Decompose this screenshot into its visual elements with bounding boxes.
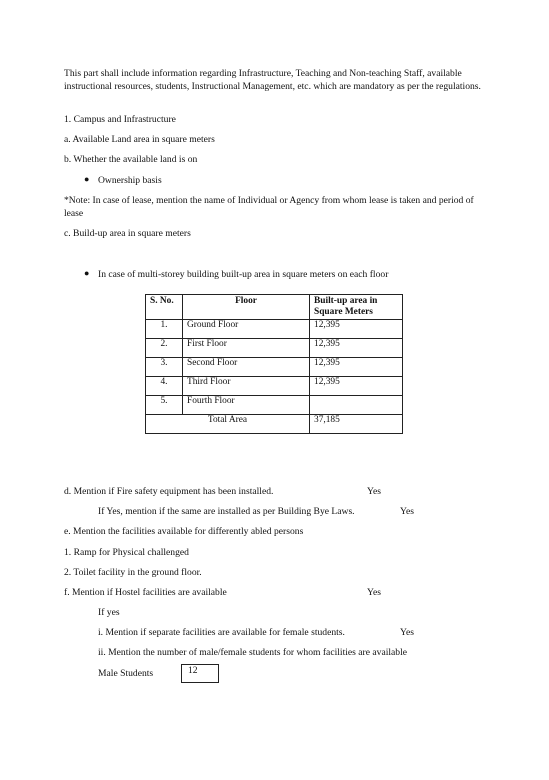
- facility-ramp: 1. Ramp for Physical challenged: [64, 547, 189, 558]
- item-a-land-area: a. Available Land area in square meters: [64, 134, 215, 145]
- item-d-fire-safety: d. Mention if Fire safety equipment has been installed.: [64, 486, 274, 497]
- cell-floor: Ground Floor: [183, 320, 310, 339]
- table-row: [146, 339, 403, 358]
- cell-sno: 3.: [146, 358, 183, 377]
- cell-sno: 1.: [146, 320, 183, 339]
- facility-toilet: 2. Toilet facility in the ground floor.: [64, 567, 202, 578]
- table-row: [146, 358, 403, 377]
- section-campus-infrastructure: 1. Campus and Infrastructure: [64, 114, 176, 125]
- cell-floor: Third Floor: [183, 377, 310, 396]
- item-f-answer: Yes: [367, 587, 381, 598]
- item-e-differently-abled: e. Mention the facilities available for differently abled persons: [64, 526, 304, 537]
- cell-sno: 2.: [146, 339, 183, 358]
- cell-sno: 4.: [146, 377, 183, 396]
- cell-area: [310, 396, 403, 415]
- cell-area: 12,395: [310, 320, 403, 339]
- item-f-ii-student-count: ii. Mention the number of male/female students for whom facilities are available: [98, 647, 408, 658]
- item-c-buildup-area: c. Build-up area in square meters: [64, 228, 191, 239]
- bullet-multistorey: In case of multi-storey building built-up area in square meters on each floor: [98, 269, 389, 280]
- table-total-row: [146, 415, 403, 434]
- item-f-hostel: f. Mention if Hostel facilities are available: [64, 587, 227, 598]
- item-d-bye-laws: If Yes, mention if the same are installed as per Building Bye Laws.: [98, 506, 355, 517]
- cell-floor: Fourth Floor: [183, 396, 310, 415]
- item-f-i-female-facilities: i. Mention if separate facilities are available for female students.: [98, 627, 345, 638]
- table-row: [146, 396, 403, 415]
- cell-floor: Second Floor: [183, 358, 310, 377]
- cell-area: 12,395: [310, 377, 403, 396]
- item-f-i-answer: Yes: [400, 627, 414, 638]
- item-d-answer: Yes: [367, 486, 381, 497]
- table-header-row: [146, 295, 403, 320]
- table-row: [146, 377, 403, 396]
- intro-paragraph: This part shall include information regarding Infrastructure, Teaching and Non-teaching Staff, available instructional resources, students, Instructional Management, etc. which are mandatory as per the regulations.: [64, 68, 481, 92]
- header-floor: Floor: [183, 295, 310, 320]
- header-area: Built-up area in Square Meters: [310, 295, 403, 320]
- male-students-label: Male Students: [98, 668, 154, 679]
- if-yes-label: If yes: [98, 607, 120, 618]
- bullet-icon: ●: [84, 268, 90, 278]
- cell-total-value: 37,185: [310, 415, 403, 434]
- bullet-ownership-basis: Ownership basis: [98, 175, 162, 186]
- item-b-land-basis: b. Whether the available land is on: [64, 154, 198, 165]
- cell-sno: 5.: [146, 396, 183, 415]
- cell-total-label: Total Area: [146, 415, 310, 434]
- male-students-value: 12: [181, 664, 219, 683]
- bullet-icon: ●: [84, 174, 90, 184]
- note-lease: *Note: In case of lease, mention the name of Individual or Agency from whom lease is taken and period of lease: [64, 195, 474, 219]
- item-d-bye-laws-answer: Yes: [400, 506, 414, 517]
- header-sno: S. No.: [146, 295, 183, 320]
- floor-area-table: [145, 294, 403, 434]
- table-row: [146, 320, 403, 339]
- cell-floor: First Floor: [183, 339, 310, 358]
- cell-area: 12,395: [310, 358, 403, 377]
- cell-area: 12,395: [310, 339, 403, 358]
